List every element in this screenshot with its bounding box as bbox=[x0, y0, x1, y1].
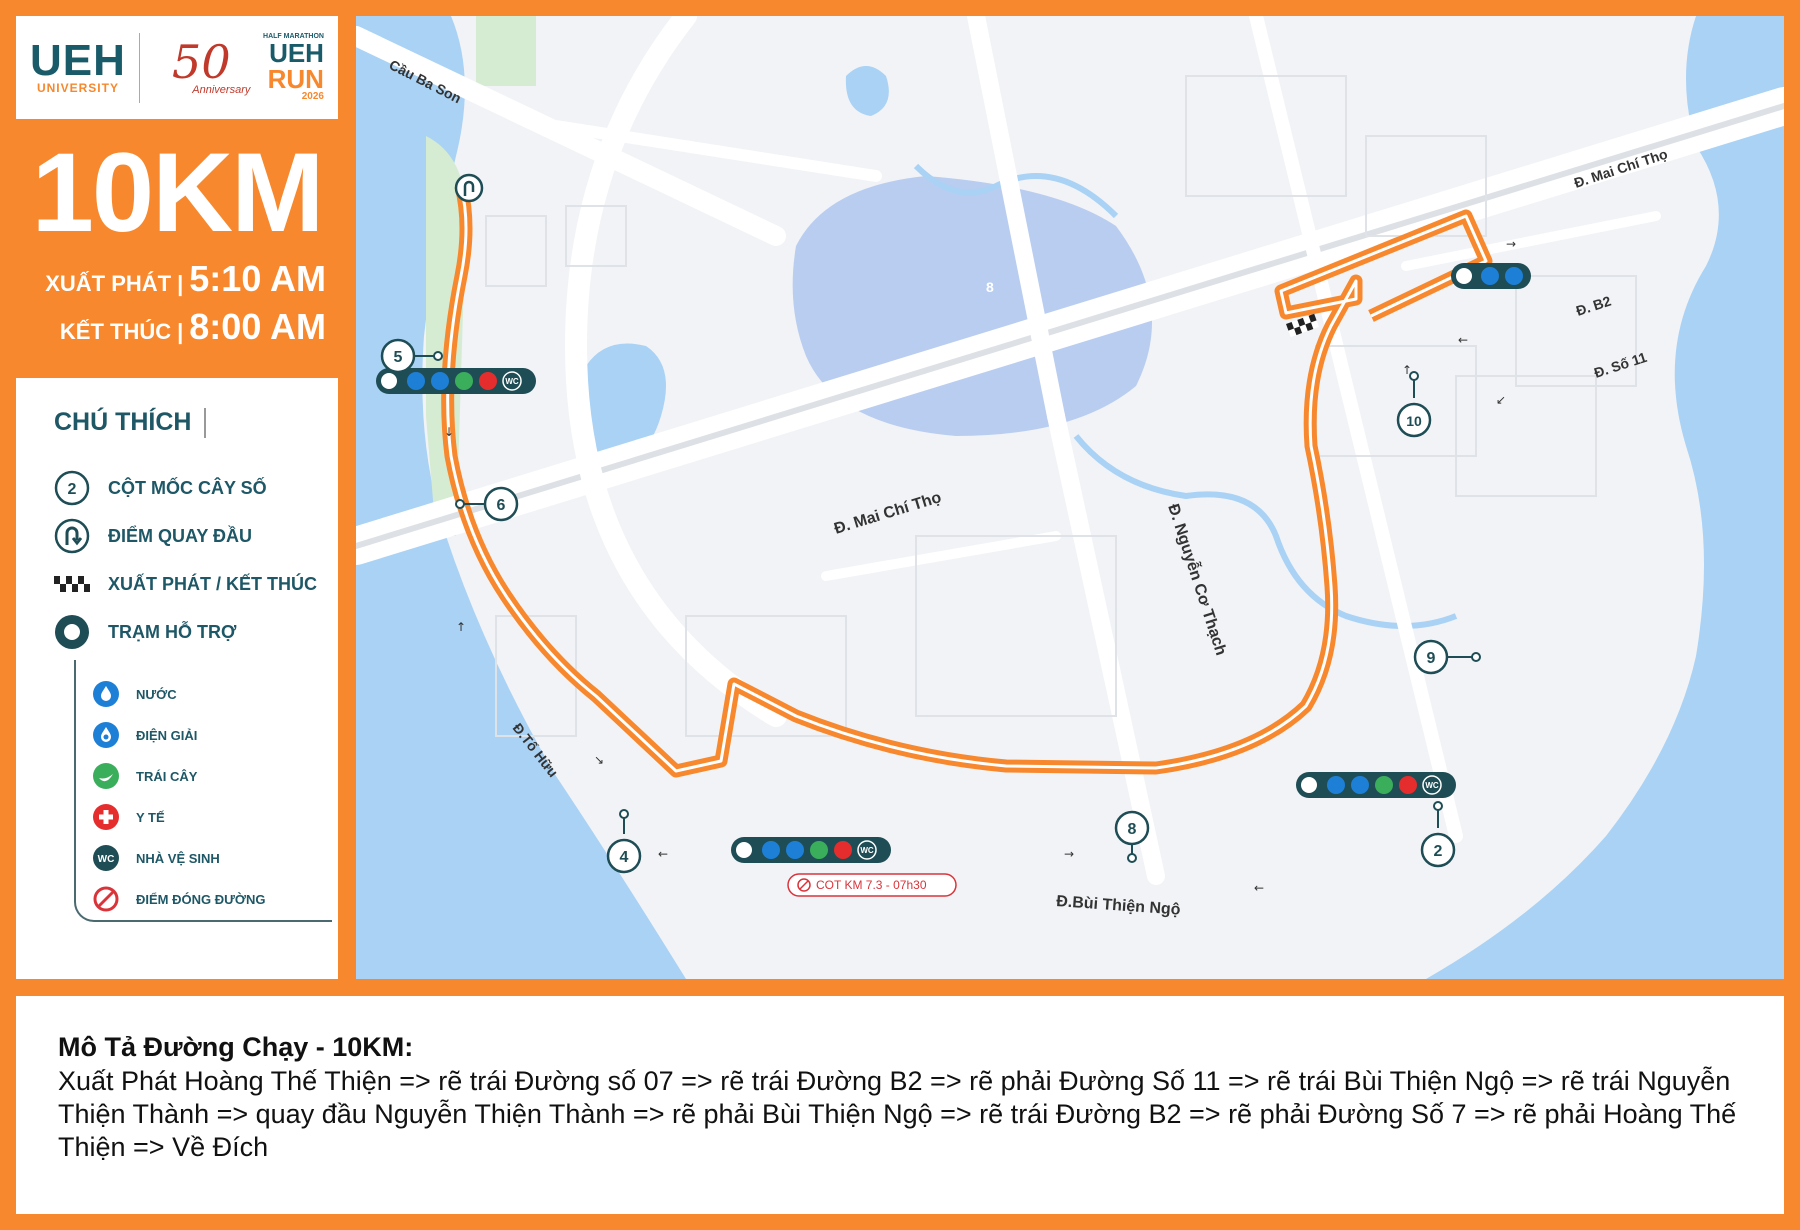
svg-text:WC: WC bbox=[97, 854, 115, 865]
logo-separator bbox=[139, 33, 140, 103]
legend-item-u-turn bbox=[54, 518, 252, 554]
legend-sub-label-toilet: NHÀ VỆ SINH bbox=[136, 850, 220, 866]
svg-text:→: → bbox=[1064, 847, 1075, 861]
run-ueh-text: UEH bbox=[269, 38, 324, 68]
street-b2: Đ. B2 bbox=[1573, 292, 1613, 319]
svg-text:↘: ↘ bbox=[594, 753, 605, 767]
legend-sub-road-closure bbox=[92, 885, 266, 913]
water-icon bbox=[92, 680, 120, 708]
svg-text:→: → bbox=[1506, 237, 1517, 251]
svg-text:9: 9 bbox=[1426, 650, 1436, 667]
route-description-title: Mô Tả Đường Chạy - 10KM: bbox=[58, 1032, 414, 1062]
svg-text:2: 2 bbox=[1433, 843, 1443, 860]
legend-label-aid: TRẠM HỖ TRỢ bbox=[108, 621, 237, 642]
ueh-run-logo bbox=[263, 33, 324, 102]
legend-label-startfinish: XUẤT PHÁT / KẾT THÚC bbox=[108, 573, 317, 594]
distance-title: 10KM bbox=[31, 130, 323, 255]
legend-sub-electrolyte bbox=[92, 721, 197, 749]
legend-sub-label-electrolyte: ĐIỆN GIẢI bbox=[136, 727, 198, 743]
park-top bbox=[476, 16, 536, 86]
km-marker-10 bbox=[1398, 372, 1430, 436]
legend-sub-toilet bbox=[92, 844, 220, 872]
svg-text:↑: ↑ bbox=[456, 620, 467, 634]
medical-icon bbox=[92, 803, 120, 831]
cutoff-badge bbox=[788, 874, 956, 896]
street-mai-chi-tho-top: Đ. Mai Chí Thọ bbox=[1571, 145, 1670, 191]
run-word-text: RUN bbox=[267, 64, 324, 94]
legend-label-km: CỘT MỐC CÂY SỐ bbox=[108, 477, 267, 498]
university-text: UNIVERSITY bbox=[36, 80, 119, 95]
wc-label-3: WC bbox=[1425, 781, 1439, 790]
svg-text:↙: ↙ bbox=[1496, 393, 1507, 407]
aid-station-finish bbox=[1451, 263, 1531, 289]
legend-sub-water bbox=[92, 680, 177, 708]
anniversary-number: 50 bbox=[172, 34, 231, 89]
legend-sub-label-water: NƯỚC bbox=[136, 686, 177, 702]
run-year-text: 2026 bbox=[301, 91, 324, 102]
toilet-icon bbox=[92, 844, 120, 872]
route-description bbox=[16, 996, 1784, 1214]
ueh-logo-text: UEH bbox=[30, 35, 126, 85]
anniversary-text: Anniversary bbox=[192, 83, 251, 96]
cutoff-label: COT KM 7.3 - 07h30 bbox=[816, 878, 927, 892]
aid-station-icon bbox=[54, 614, 90, 650]
svg-text:2: 2 bbox=[67, 481, 77, 498]
km-marker-9 bbox=[1415, 641, 1480, 673]
legend-sub-label-closure: ĐIỂM ĐÓNG ĐƯỜNG bbox=[136, 891, 266, 907]
legend-sub-medical bbox=[92, 803, 165, 831]
svg-text:↓: ↓ bbox=[444, 425, 455, 439]
legend-sub-label-fruit: TRÁI CÂY bbox=[136, 768, 198, 784]
svg-text:5: 5 bbox=[393, 349, 403, 366]
ueh-logo bbox=[30, 35, 126, 95]
u-turn-icon bbox=[54, 518, 90, 554]
lake-top bbox=[846, 66, 889, 116]
half-marathon-text: HALF MARATHON bbox=[263, 33, 324, 40]
wc-label-1: WC bbox=[505, 377, 519, 386]
street-nguyen-co-thach: Đ. Nguyễn Cơ Thạch bbox=[1164, 501, 1230, 658]
route-description-text: Xuất Phát Hoàng Thế Thiện => rẽ trái Đường số 07 => rẽ trái Đường B2 => rẽ phải Đường Số 11 => rẽ trái Bùi Thiện Ngộ => rẽ trái Nguyễn Thiện Thành => quay đầu Nguyễn Thiện Thành => rẽ phải Bùi Thiện Ngộ => rẽ trái Đường B2 => rẽ phải Đường Số 7 => rẽ phải Hoàng Thế Thiện => Về Đích bbox=[58, 1066, 1737, 1162]
legend-item-km-marker bbox=[54, 470, 267, 506]
road-closure-icon bbox=[92, 885, 120, 913]
svg-text:10: 10 bbox=[1406, 413, 1422, 429]
start-time: 5:10 AM bbox=[189, 258, 326, 299]
start-time-row: XUẤT PHÁT | 5:10 AM bbox=[45, 258, 326, 299]
svg-text:6: 6 bbox=[496, 497, 506, 514]
electrolyte-icon bbox=[92, 721, 120, 749]
svg-text:←: ← bbox=[1458, 333, 1469, 347]
checkered-flag-icon bbox=[54, 566, 90, 602]
lake-number-label: 8 bbox=[986, 279, 994, 295]
legend-panel bbox=[16, 378, 338, 979]
km-marker-4 bbox=[608, 810, 640, 872]
svg-text:←: ← bbox=[658, 847, 669, 861]
km-marker-icon bbox=[54, 470, 90, 506]
anniversary-logo bbox=[152, 34, 251, 96]
svg-text:←: ← bbox=[1254, 881, 1265, 895]
street-mai-chi-tho-mid: Đ. Mai Chí Thọ bbox=[832, 489, 944, 538]
svg-text:4: 4 bbox=[619, 849, 629, 866]
u-turn-marker bbox=[456, 175, 482, 201]
street-to-huu: Đ.Tố Hữu bbox=[509, 719, 562, 781]
legend-sub-fruit bbox=[92, 762, 197, 790]
legend-item-aid-station bbox=[54, 614, 236, 650]
svg-text:8: 8 bbox=[1127, 821, 1137, 838]
start-label: XUẤT PHÁT bbox=[45, 271, 172, 296]
street-bui-thien-ngo: Đ.Bùi Thiện Ngộ bbox=[1055, 893, 1182, 919]
finish-time: 8:00 AM bbox=[189, 306, 326, 347]
legend-title: CHÚ THÍCH bbox=[54, 408, 192, 436]
svg-text:↑: ↑ bbox=[1402, 363, 1413, 377]
legend-item-start-finish bbox=[54, 566, 317, 602]
street-cau-ba-son: Cầu Ba Son bbox=[386, 56, 464, 107]
street-so-11: Đ. Số 11 bbox=[1591, 348, 1649, 381]
fruit-icon bbox=[92, 762, 120, 790]
route-map bbox=[356, 16, 1784, 979]
wc-label-2: WC bbox=[860, 846, 874, 855]
finish-time-row: KẾT THÚC | 8:00 AM bbox=[59, 306, 326, 347]
legend-sub-label-medical: Y TẾ bbox=[136, 809, 165, 825]
logo-bar bbox=[16, 16, 338, 119]
legend-label-uturn: ĐIỂM QUAY ĐẦU bbox=[108, 525, 253, 546]
finish-label: KẾT THÚC bbox=[59, 319, 172, 344]
